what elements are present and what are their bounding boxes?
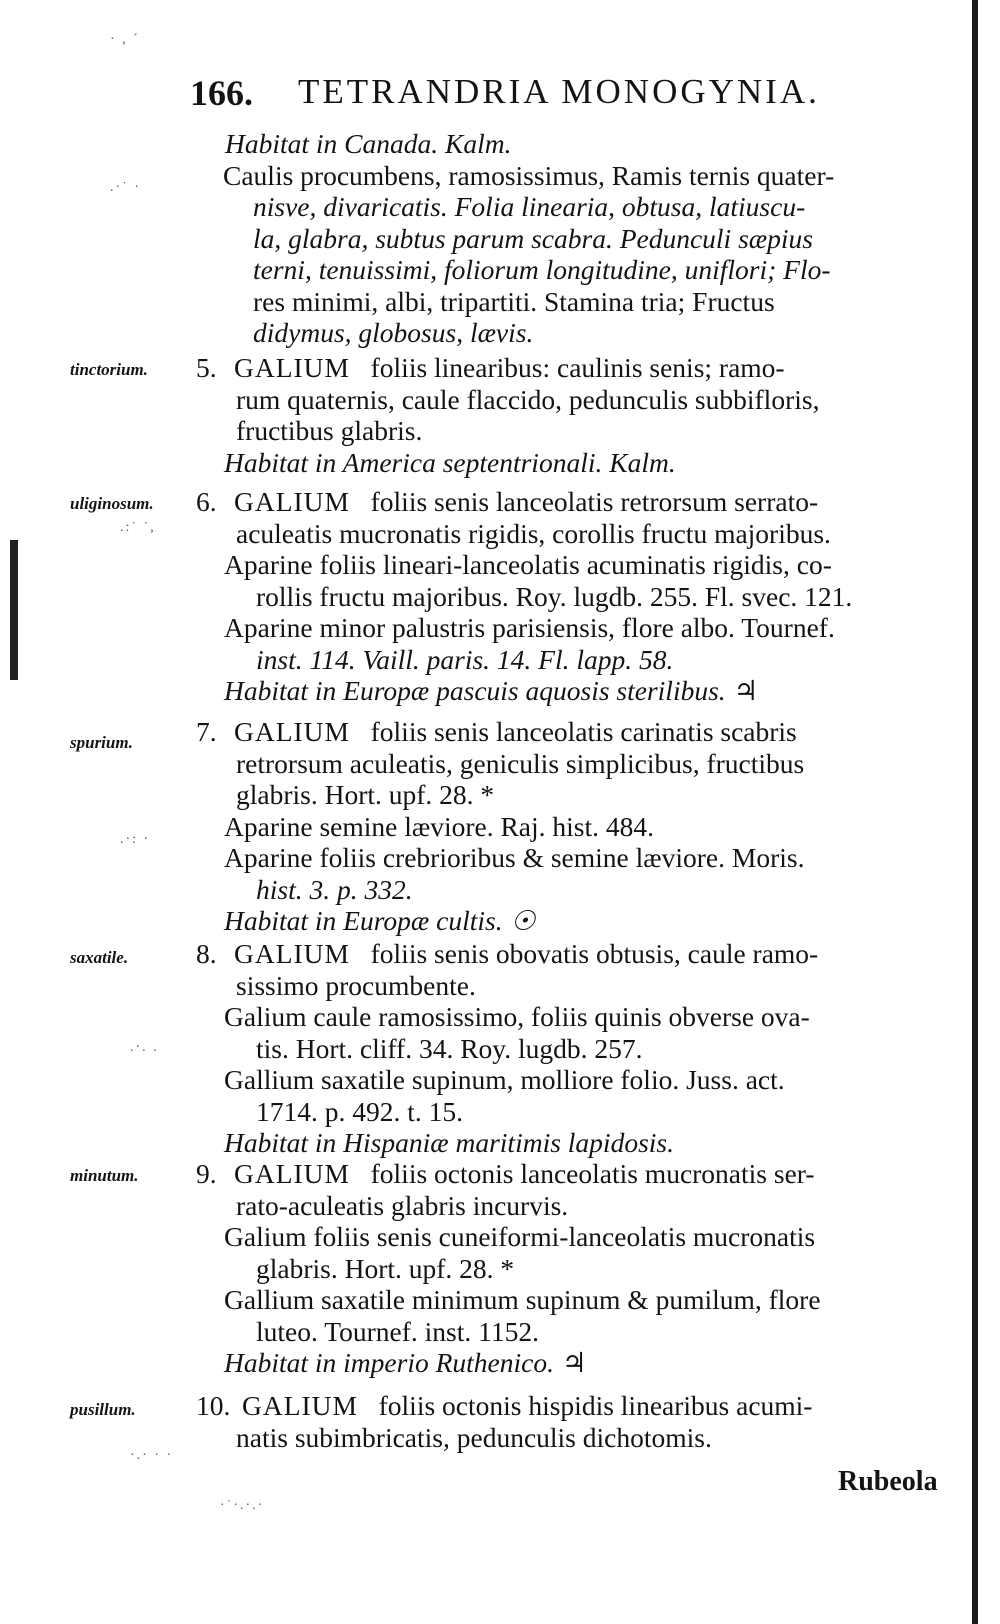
synonym-line: rollis fructu majoribus. Roy. lugdb. 255. Fl. svec. 121.: [256, 580, 853, 612]
habitat-line: Habitat in Hispaniæ maritimis lapidosis.: [224, 1127, 674, 1158]
synonym-line: Galium foliis senis cuneiformi-lanceolatis mucronatis: [224, 1221, 816, 1252]
scan-specks: .:˙ ˙,: [120, 520, 156, 535]
genus-name: GALIUM: [234, 486, 350, 517]
synonym-line: Galium caule ramosissimo, foliis quinis obverse ova-: [224, 1001, 810, 1032]
synonym-line: Aparine minor palustris parisiensis, flore albo. Tournef.: [224, 612, 835, 643]
diagnosis-line: glabris. Hort. upf. 28. *: [236, 779, 495, 810]
scan-specks: ·˙·.·.·: [220, 1498, 265, 1513]
page-number: 166.: [190, 73, 253, 113]
habitat-line: Habitat in imperio Ruthenico.: [224, 1347, 554, 1378]
catchword: Rubeola: [838, 1466, 938, 1497]
species-number: 7.: [196, 716, 217, 747]
diagnosis-line: rato-aculeatis glabris incurvis.: [236, 1189, 569, 1221]
scan-specks: ·.· · ·: [130, 1448, 174, 1463]
diagnosis-line: foliis senis obovatis obtusis, caule ramo-: [370, 938, 819, 969]
synonym-line: Aparine foliis lineari-lanceolatis acuminatis rigidis, co-: [224, 549, 832, 580]
diagnosis-line: foliis senis lanceolatis carinatis scabris: [370, 716, 797, 747]
intro-line: Caulis procumbens, ramosissimus, Ramis ternis quater-: [223, 159, 835, 191]
diagnosis-line: sissimo procumbente.: [236, 969, 476, 1001]
species-number: 8.: [196, 938, 217, 969]
species-number: 10.: [196, 1390, 231, 1421]
intro-line: terni, tenuissimi, foliorum longitudine, uniflori; Flo-: [253, 254, 831, 285]
intro-line: la, glabra, subtus parum scabra. Pedunculi sæpius: [253, 222, 813, 254]
genus-name: GALIUM: [234, 352, 350, 383]
margin-species-name: spurium.: [70, 733, 133, 752]
scan-specks: .·˙ ·: [110, 180, 141, 195]
synonym-line: glabris. Hort. upf. 28. *: [256, 1252, 515, 1284]
genus-name: GALIUM: [234, 716, 350, 747]
scan-specks: · , ´: [110, 32, 140, 47]
species-entry: [196, 716, 958, 937]
species-entry: [196, 352, 958, 478]
species-number: 9.: [196, 1158, 217, 1189]
synonym-line: 1714. p. 492. t. 15.: [256, 1095, 464, 1127]
running-title: TETRANDRIA MONOGYNIA.: [298, 72, 820, 111]
perennial-symbol: ♃: [561, 1347, 587, 1378]
margin-species-name: pusillum.: [70, 1400, 136, 1419]
intro-line: nisve, divaricatis. Folia linearia, obtusa, latiuscu-: [253, 191, 806, 222]
species-number: 5.: [196, 352, 217, 383]
diagnosis-line: retrorsum aculeatis, geniculis simplicibus, fructibus: [236, 747, 805, 779]
diagnosis-line: foliis linearibus: caulinis senis; ramo-: [370, 352, 785, 383]
margin-species-name: tinctorium.: [70, 360, 148, 379]
synonym-line: tis. Hort. cliff. 34. Roy. lugdb. 257.: [256, 1032, 643, 1064]
synonym-line: Aparine semine læviore. Raj. hist. 484.: [224, 810, 654, 842]
synonym-line: inst. 114. Vaill. paris. 14. Fl. lapp. 58.: [256, 643, 674, 675]
diagnosis-line: rum quaternis, caule flaccido, pedunculis subbifloris,: [236, 383, 820, 415]
species-entry: [196, 938, 958, 1159]
species-entry: [196, 1158, 958, 1379]
synonym-line: Aparine foliis crebrioribus & semine læviore. Moris.: [224, 842, 805, 873]
habitat-line: Habitat in Europæ cultis.: [224, 905, 503, 936]
species-entry: [196, 486, 958, 707]
habitat-line: Habitat in America septentrionali. Kalm.: [224, 446, 676, 478]
page-edge-shadow: [972, 0, 978, 1624]
genus-name: GALIUM: [234, 1158, 350, 1189]
diagnosis-line: foliis senis lanceolatis retrorsum serrato-: [370, 486, 819, 517]
page-header: [190, 68, 950, 120]
synonym-line: luteo. Tournef. inst. 1152.: [256, 1315, 539, 1347]
annual-symbol: ☉: [510, 905, 536, 936]
diagnosis-line: foliis octonis lanceolatis mucronatis ser-: [370, 1158, 815, 1189]
intro-line: res minimi, albi, tripartiti. Stamina tria; Fructus: [253, 285, 775, 317]
intro-habitat: Habitat in Canada. Kalm.: [225, 128, 512, 159]
diagnosis-line: fructibus glabris.: [236, 415, 423, 446]
habitat-line: Habitat in Europæ pascuis aquosis sterilibus.: [224, 675, 726, 706]
genus-name: GALIUM: [234, 938, 350, 969]
species-number: 6.: [196, 486, 217, 517]
perennial-symbol: ♃: [733, 675, 759, 706]
margin-species-name: minutum.: [70, 1166, 139, 1185]
scan-specks: .·. .: [130, 1040, 159, 1055]
margin-species-name: uliginosum.: [70, 494, 154, 513]
genus-name: GALIUM: [242, 1390, 358, 1421]
scan-bleed-mark: [10, 540, 18, 680]
intro-line: didymus, globosus, lævis.: [253, 317, 534, 348]
diagnosis-line: natis subimbricatis, pedunculis dichotomis.: [236, 1421, 712, 1453]
diagnosis-line: foliis octonis hispidis linearibus acumi-: [378, 1390, 813, 1421]
diagnosis-line: aculeatis mucronatis rigidis, corollis fructu majoribus.: [236, 517, 831, 549]
scan-specks: .·: ·: [120, 832, 151, 847]
intro-description: [195, 128, 957, 349]
synonym-line: Gallium saxatile supinum, molliore folio. Juss. act.: [224, 1064, 785, 1095]
margin-species-name: saxatile.: [70, 948, 129, 967]
species-entry: [196, 1390, 958, 1453]
synonym-line: hist. 3. p. 332.: [256, 873, 413, 905]
synonym-line: Gallium saxatile minimum supinum & pumilum, flore: [224, 1284, 821, 1315]
